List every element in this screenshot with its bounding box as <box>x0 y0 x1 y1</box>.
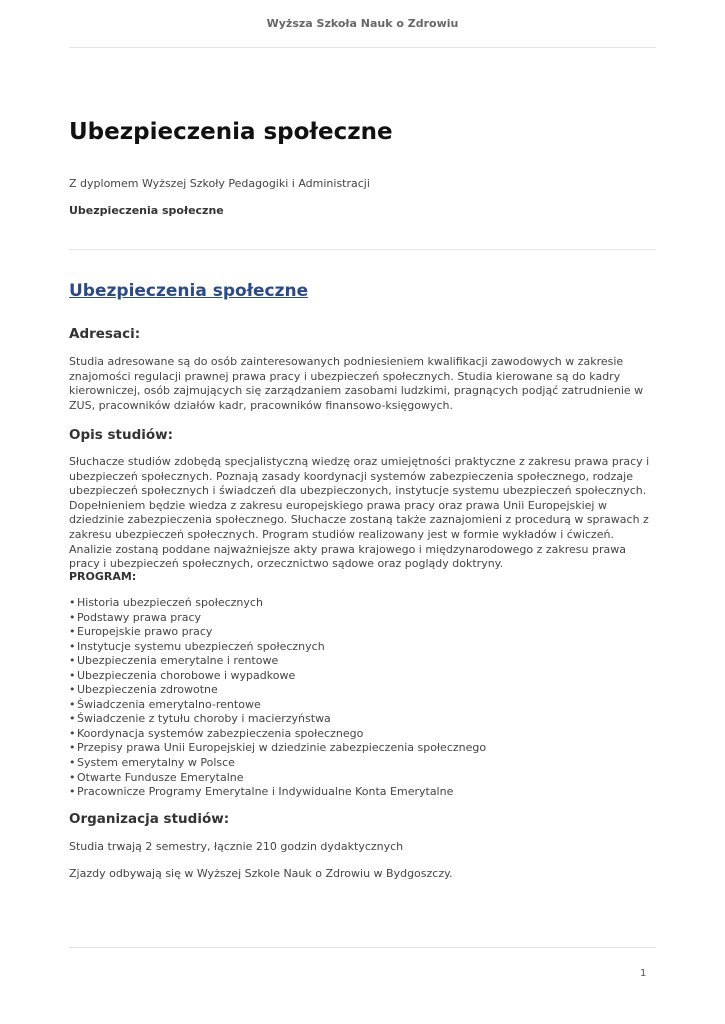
footer-divider <box>69 947 656 948</box>
header-divider <box>69 47 656 48</box>
organizacja-text-duration: Studia trwają 2 semestry, łącznie 210 godzin dydaktycznych <box>69 840 404 853</box>
list-item: • Ubezpieczenia emerytalne i rentowe <box>69 654 486 669</box>
list-item: • Koordynacja systemów zabezpieczenia społecznego <box>69 727 486 742</box>
organizacja-heading: Organizacja studiów: <box>69 811 230 827</box>
list-item: • System emerytalny w Polsce <box>69 756 486 771</box>
list-item: • Pracownicze Programy Emerytalne i Indywidualne Konta Emerytalne <box>69 785 486 800</box>
program-list <box>69 596 486 800</box>
list-item: • Historia ubezpieczeń społecznych <box>69 596 486 611</box>
title-divider <box>69 249 656 250</box>
list-item: • Ubezpieczenia zdrowotne <box>69 683 486 698</box>
subtitle: Z dyplomem Wyższej Szkoły Pedagogiki i Administracji <box>69 177 370 190</box>
list-item: • Świadczenie z tytułu choroby i macierzyństwa <box>69 712 486 727</box>
list-item: • Ubezpieczenia chorobowe i wypadkowe <box>69 669 486 684</box>
organizacja-text-location: Zjazdy odbywają się w Wyższej Szkole Nauk o Zdrowiu w Bydgoszczy. <box>69 867 453 880</box>
list-item: • Europejskie prawo pracy <box>69 625 486 640</box>
list-item: • Otwarte Fundusze Emerytalne <box>69 771 486 786</box>
opis-text: Słuchacze studiów zdobędą specjalistyczną wiedzę oraz umiejętności praktyczne z zakresu prawa pracy i ubezpieczeń społecznych. Poznają zasady koordynacji systemów zabezpieczenia społecznego, rodzaje ubezpieczeń społecznych i świadczeń dla ubezpieczonych, instytucje systemu ubezpieczeń społecznych. Dopełnieniem będzie wiedza z zakresu europejskiego prawa pracy oraz prawa Unii Europejskiej w dziedzinie zabezpieczenia społecznego. Słuchacze zostaną także zaznajomieni z procedurą w sprawach z zakresu ubezpieczeń społecznych. Program studiów realizowany jest w formie wykładów i ćwiczeń. Analizie zostaną poddane najważniejsze akty prawa krajowego i międzynarodowego z zakresu prawa pracy i ubezpieczeń społecznych, orzecznictwo sądowe oraz poglądy doktryny. <box>69 455 650 571</box>
subtitle-bold: Ubezpieczenia społeczne <box>69 204 224 217</box>
page-number: 1 <box>640 968 647 979</box>
program-label: PROGRAM: <box>69 570 137 583</box>
section-title-link[interactable]: Ubezpieczenia społeczne <box>69 281 309 301</box>
list-item: • Przepisy prawa Unii Europejskiej w dziedzinie zabezpieczenia społecznego <box>69 741 486 756</box>
opis-heading: Opis studiów: <box>69 427 174 443</box>
list-item: • Świadczenia emerytalno-rentowe <box>69 698 486 713</box>
page-title: Ubezpieczenia społeczne <box>69 119 393 145</box>
list-item: • Podstawy prawa pracy <box>69 611 486 626</box>
adresaci-text: Studia adresowane są do osób zainteresowanych podniesieniem kwalifikacji zawodowych w zakresie znajomości regulacji prawnej prawa pracy i ubezpieczeń społecznych. Studia kierowane są do kadry kierowniczej, osób zajmujących się zarządzaniem zasobami ludzkimi, pragnących podjąć zatrudnienie w ZUS, pracowników działów kadr, pracowników finansowo-księgowych. <box>69 355 644 412</box>
list-item: • Instytucje systemu ubezpieczeń społecznych <box>69 640 486 655</box>
school-name-header: Wyższa Szkoła Nauk o Zdrowiu <box>266 17 459 30</box>
adresaci-heading: Adresaci: <box>69 326 141 342</box>
